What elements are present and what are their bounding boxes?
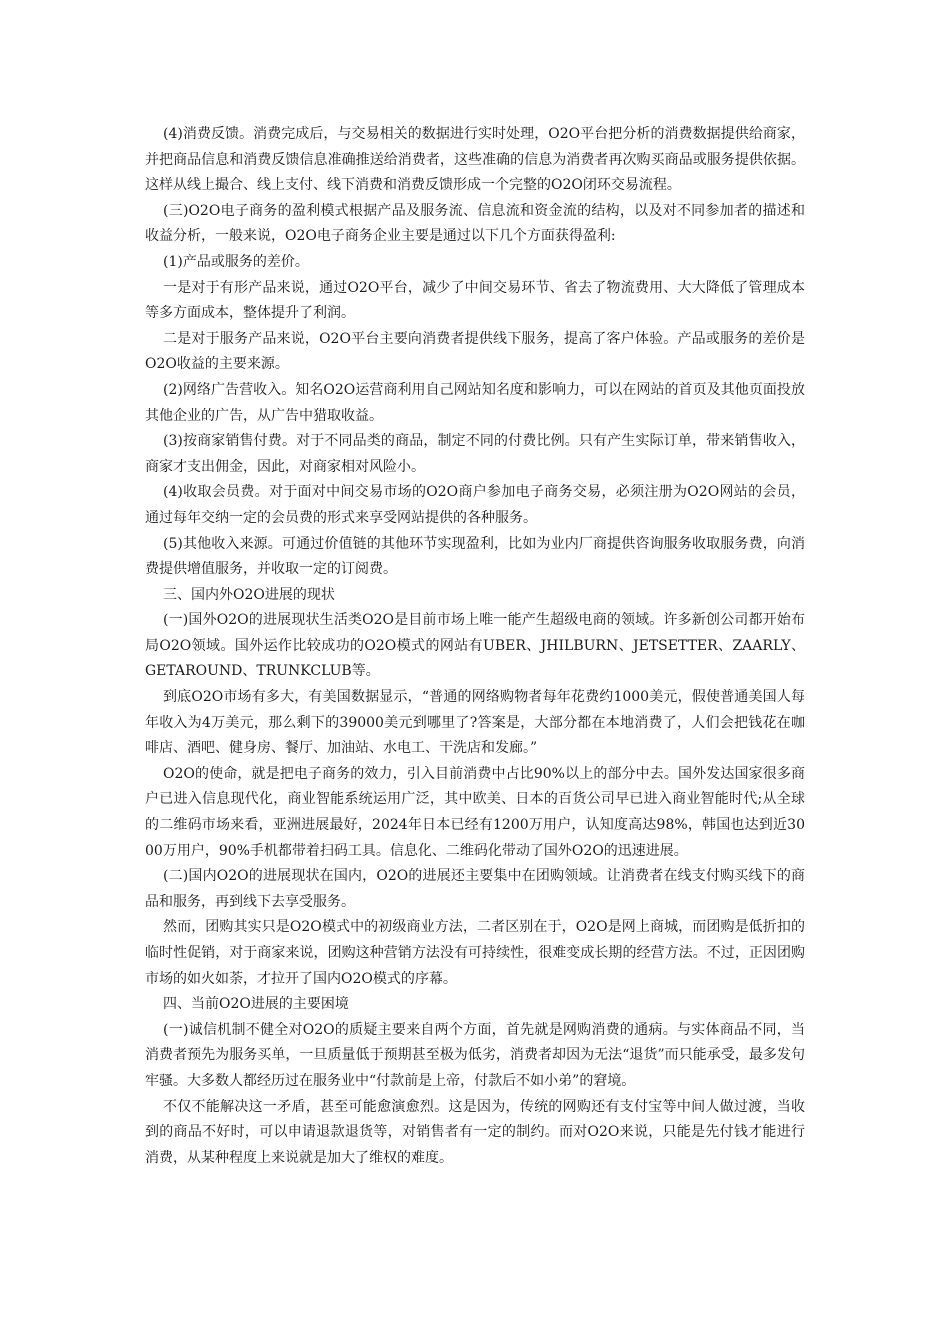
paragraph: (一)国外O2O的进展现状生活类O2O是目前市场上唯一能产生超级电商的领域。许多新创公司都开始布局O2O领域。国外运作比较成功的O2O模式的网站有UBER、JHILBURN、JETSETTER、ZAARLY、GETAROUND、TRUNKCLUB等。: [145, 612, 805, 680]
paragraph: (2)网络广告营收入。知名O2O运营商利用自己网站知名度和影响力，可以在网站的首页及其他页面投放其他企业的广告，从广告中猎取收益。: [145, 381, 805, 424]
paragraph: (三)O2O电子商务的盈利模式根据产品及服务流、信息流和资金流的结构，以及对不同参加者的描述和收益分析，一般来说，O2O电子商务企业主要是通过以下几个方面获得盈利:: [145, 202, 805, 245]
paragraph: (4)消费反馈。消费完成后，与交易相关的数据进行实时处理，O2O平台把分析的消费数据提供给商家，并把商品信息和消费反馈信息准确推送给消费者，这些准确的信息为消费者再次购买商品或服务提供依据。这样从线上撮合、线上支付、线下消费和消费反馈形成一个完整的O2O闭环交易流程。: [145, 126, 805, 194]
paragraph: (4)收取会员费。对于面对中间交易市场的O2O商户参加电子商务交易，必须注册为O2O网站的会员，通过每年交纳一定的会员费的形式来享受网站提供的各种服务。: [145, 484, 805, 526]
section-heading: 四、当前O2O进展的主要困境: [163, 996, 349, 1013]
paragraph: 到底O2O市场有多大，有美国数据显示，“普通的网络购物者每年花费约1000美元，假使普通美国人每年收入为4万美元，那么剩下的39000美元到哪里了?答案是，大部分都在本地消费了，人们会把钱花在咖啡店、酒吧、健身房、餐厅、加油站、水电工、干洗店和发廊。”: [145, 689, 805, 757]
paragraph: (5)其他收入来源。可通过价值链的其他环节实现盈利，比如为业内厂商提供咨询服务收取服务费，向消费提供增值服务，并收取一定的订阅费。: [145, 535, 805, 578]
paragraph: (1)产品或服务的差价。: [163, 253, 309, 270]
paragraph: (二)国内O2O的进展现状在国内，O2O的进展还主要集中在团购领域。让消费者在线支付购买线下的商品和服务，再到线下去享受服务。: [145, 868, 805, 910]
paragraph: 二是对于服务产品来说，O2O平台主要向消费者提供线下服务，提高了客户体验。产品或服务的差价是O2O收益的主要来源。: [145, 330, 805, 373]
paragraph: 然而，团购其实只是O2O模式中的初级商业方法，二者区别在于，O2O是网上商城，而团购是低折扣的临时性促销，对于商家来说，团购这种营销方法没有可持续性，很难变成长期的经营方法。不过，正因团购市场的如火如荼，才拉开了国内O2O模式的序幕。: [145, 919, 805, 987]
paragraph: 不仅不能解决这一矛盾，甚至可能愈演愈烈。这是因为，传统的网购还有支付宝等中间人做过渡，当收到的商品不好时，可以申请退款退货等，对销售者有一定的制约。而对O2O来说，只能是先付钱才能进行消费，从某种程度上来说就是加大了维权的难度。: [145, 1098, 805, 1166]
paragraph: (3)按商家销售付费。对于不同品类的商品，制定不同的付费比例。只有产生实际订单，带来销售收入，商家才支出佣金，因此，对商家相对风险小。: [145, 433, 805, 475]
document-body: [145, 122, 805, 1171]
paragraph: 一是对于有形产品来说，通过O2O平台，减少了中间交易环节、省去了物流费用、大大降低了管理成本等多方面成本，整体提升了利润。: [145, 279, 805, 322]
paragraph: (一)诚信机制不健全对O2O的质疑主要来自两个方面，首先就是网购消费的通病。与实体商品不同，当消费者预先为服务买单，一旦质量低于预期甚至极为低劣，消费者却因为无法“退货”而只能承受，最多发句牢骚。大多数人都经历过在服务业中“付款前是上帝，付款后不如小弟”的窘境。: [145, 1021, 805, 1089]
section-heading: 三、国内外O2O进展的现状: [163, 586, 335, 603]
paragraph: O2O的使命，就是把电子商务的效力，引入目前消费中占比90%以上的部分中去。国外发达国家很多商户已进入信息现代化，商业智能系统运用广泛，其中欧美、日本的百货公司早已进入商业智能时代;从全球的二维码市场来看，亚洲进展最好，2024年日本已经有1200万用户，认知度高达98%，韩国也达到近3000万用户，90%手机都带着扫码工具。信息化、二维码化带动了国外O2O的迅速进展。: [145, 765, 805, 859]
